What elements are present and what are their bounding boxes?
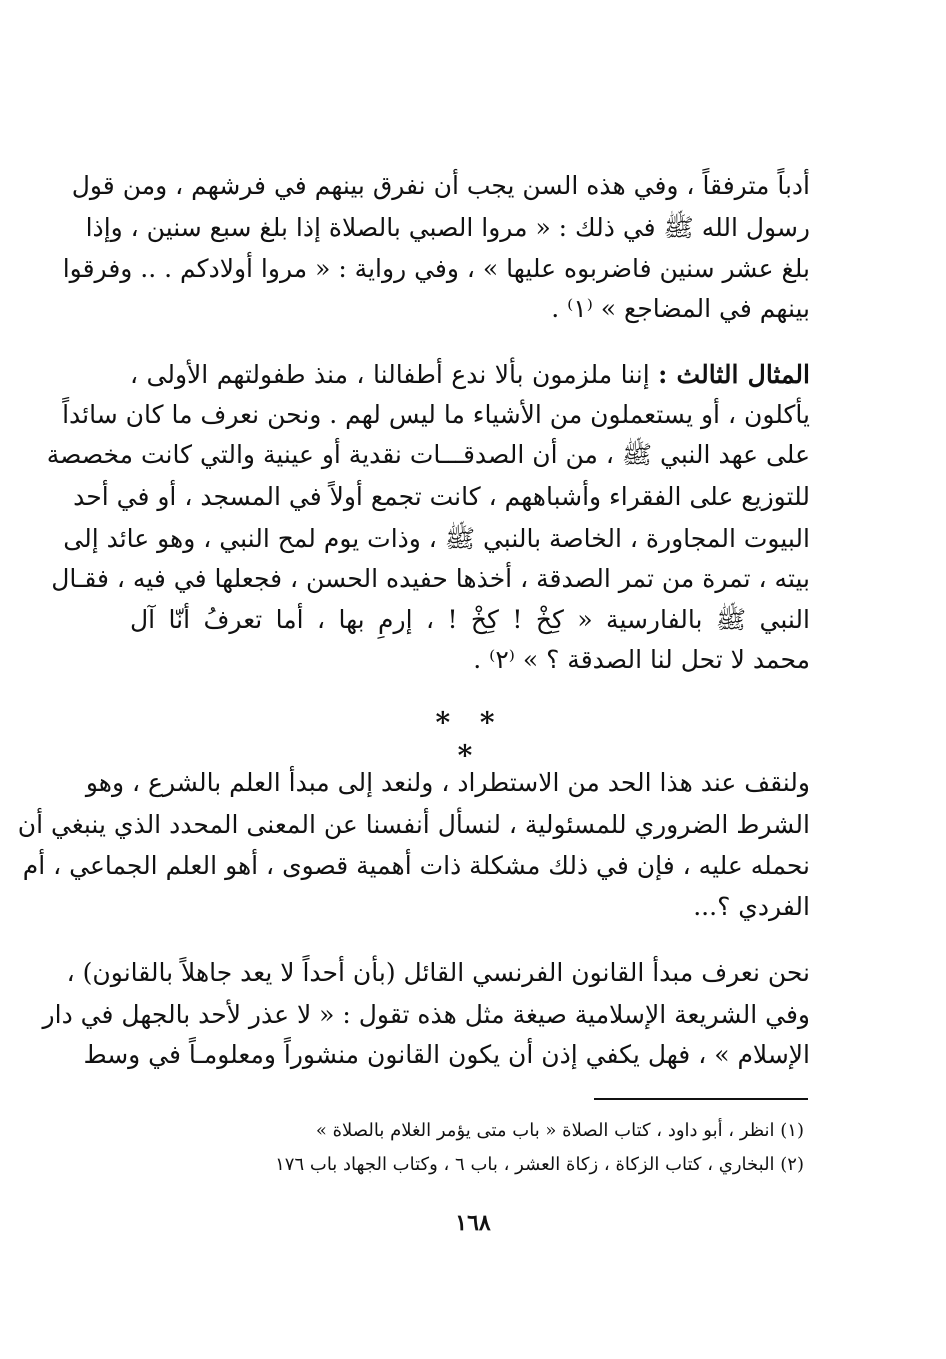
paragraph-1-line: بينهم في المضاجع » ⁽١⁾ . (551, 294, 810, 323)
paragraph-2-first-line-text: إننا ملزمون بألا ندع أطفالنا ، منذ طفولتهم الأولى ، (130, 360, 650, 389)
footnote: (١) انظر ، أبو داود ، كتاب الصلاة « باب متى يؤمر الغلام بالصلاة » (315, 1120, 804, 1141)
paragraph-2-line: للتوزيع على الفقراء وأشباههم ، كانت تجمع أولاً في المسجد ، أو في أحد (73, 482, 810, 511)
paragraph-2-line: على عهد النبي ﷺ ، من أن الصدقـــات نقدية أو عينية والتي كانت مخصصة (46, 440, 810, 469)
paragraph-3-line: الشرط الضروري للمسئولية ، لنسأل أنفسنا عن المعنى المحدد الذي ينبغي أن (17, 810, 810, 839)
paragraph-3-line: الفردي ؟... (693, 892, 810, 921)
paragraph-2-line: النبي ﷺ بالفارسية « كِخْ ! كِخْ ! ، إرمِ بها ، أما تعرفُ أنّا آل (130, 605, 810, 634)
paragraph-2-first-line (130, 358, 810, 392)
paragraph-4-line: وفي الشريعة الإسلامية صيغة مثل هذه تقول : « لا عذر لأحد بالجهل في دار (42, 1000, 810, 1029)
section-separator: * * * (435, 706, 505, 772)
paragraph-1-line: بلغ عشر سنين فاضربوه عليها » ، وفي رواية : « مروا أولادكم . .. وفرقوا (62, 254, 810, 283)
paragraph-2-line: بيته ، تمرة من تمر الصدقة ، أخذها حفيده الحسن ، فجعلها في فيه ، فقـال (51, 564, 810, 593)
example-heading: المثال الثالث : (658, 360, 810, 389)
footnote: (٢) البخاري ، كتاب الزكاة ، زكاة العشر ، باب ٦ ، وكتاب الجهاد باب ١٧٦ (275, 1154, 804, 1175)
paragraph-2-line: محمد لا تحل لنا الصدقة ؟ » ⁽٢⁾ . (473, 645, 810, 674)
footnote-divider (594, 1098, 808, 1100)
paragraph-2-line: البيوت المجاورة ، الخاصة بالنبي ﷺ ، وذات يوم لمح النبي ، وهو عائد إلى (63, 524, 810, 553)
page-number: ١٦٨ (455, 1210, 491, 1236)
paragraph-3-line: نحمله عليه ، فإن في ذلك مشكلة ذات أهمية قصوى ، أهو العلم الجماعي ، أم (22, 851, 810, 880)
paragraph-1-line: رسول الله ﷺ في ذلك : « مروا الصبي بالصلاة إذا بلغ سبع سنين ، وإذا (85, 213, 810, 242)
paragraph-4-line: الإسلام » ، فهل يكفي إذن أن يكون القانون منشوراً ومعلومـاً في وسط (83, 1040, 810, 1069)
paragraph-3-line: ولنقف عند هذا الحد من الاستطراد ، ولنعد إلى مبدأ العلم بالشرع ، وهو (85, 768, 810, 797)
paragraph-1-line: أدباً مترفقاً ، وفي هذه السن يجب أن نفرق بينهم في فرشهم ، ومن قول (71, 171, 810, 200)
paragraph-2-line: يأكلون ، أو يستعملون من الأشياء ما ليس لهم . ونحن نعرف ما كان سائداً (62, 400, 810, 429)
paragraph-4-line: نحن نعرف مبدأ القانون الفرنسي القائل (بأن أحداً لا يعد جاهلاً بالقانون) ، (66, 958, 810, 987)
